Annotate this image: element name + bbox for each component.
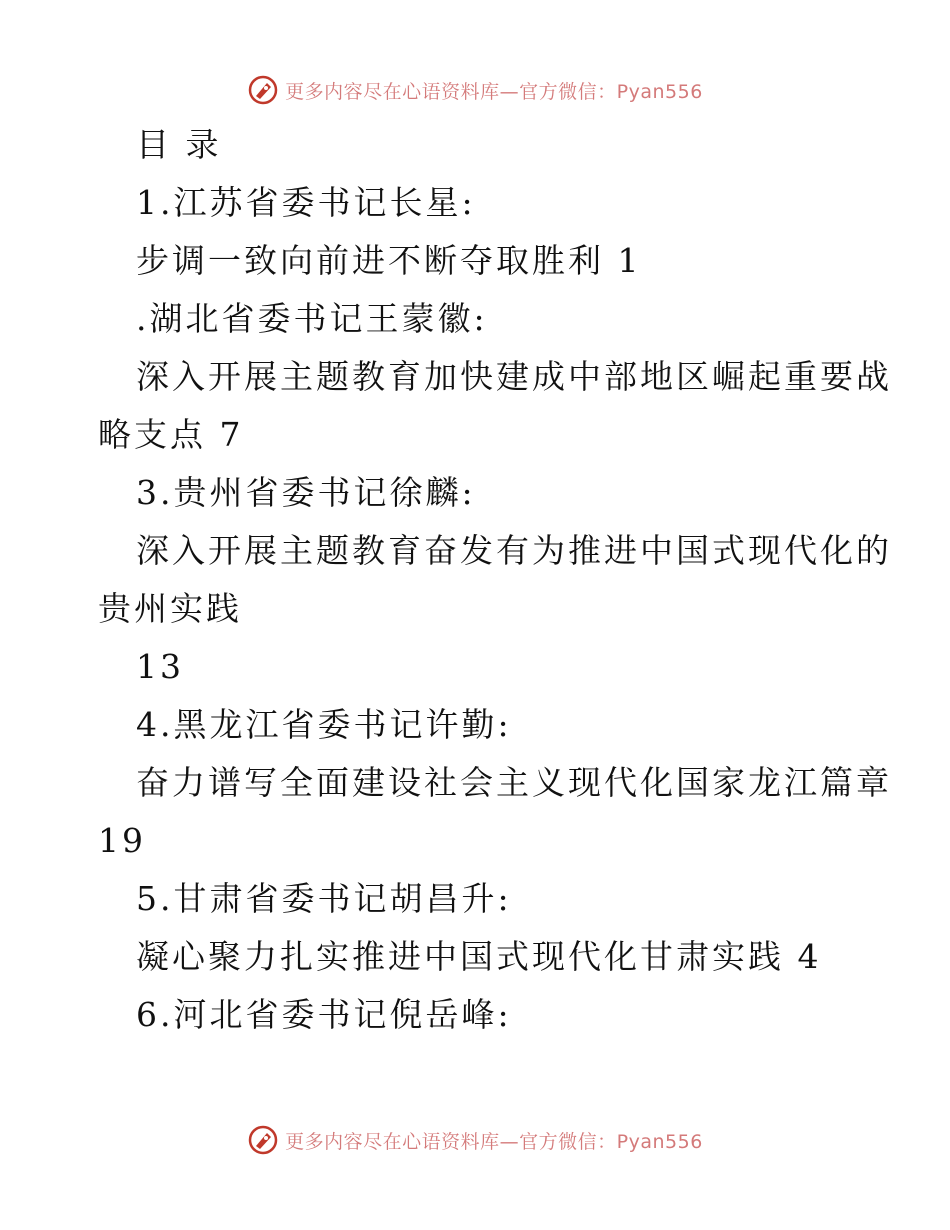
toc-line: .湖北省委书记王蒙徽: — [136, 299, 488, 338]
toc-line: 奋力谱写全面建设社会主义现代化国家龙江篇章 — [136, 763, 892, 802]
toc-line: 深入开展主题教育奋发有为推进中国式现代化的 — [136, 531, 892, 570]
toc-line: 深入开展主题教育加快建成中部地区崛起重要战 — [136, 357, 892, 396]
toc-line: 凝心聚力扎实推进中国式现代化甘肃实践 4 — [136, 937, 822, 976]
header-banner — [0, 70, 950, 110]
pen-nib-logo-icon — [247, 74, 279, 106]
banner-text: 更多内容尽在心语资料库—官方微信：Pyan556 — [285, 1130, 703, 1153]
banner-text: 更多内容尽在心语资料库—官方微信：Pyan556 — [285, 80, 703, 103]
toc-line: 步调一致向前进不断夺取胜利 1 — [136, 241, 642, 280]
toc-line: 19 — [98, 821, 146, 860]
toc-line: 4.黑龙江省委书记许勤: — [136, 705, 512, 744]
footer-banner — [0, 1120, 950, 1160]
toc-line: 3.贵州省委书记徐麟: — [136, 473, 476, 512]
pen-nib-logo-icon — [247, 1124, 279, 1156]
toc-line: 1.江苏省委书记长星: — [136, 183, 476, 222]
toc-line: 13 — [136, 647, 184, 686]
toc-line: 6.河北省委书记倪岳峰: — [136, 995, 512, 1034]
toc-title: 目 录 — [136, 125, 222, 164]
toc-line: 5.甘肃省委书记胡昌升: — [136, 879, 512, 918]
toc-line: 略支点 7 — [98, 415, 244, 454]
toc-line: 贵州实践 — [98, 589, 242, 628]
